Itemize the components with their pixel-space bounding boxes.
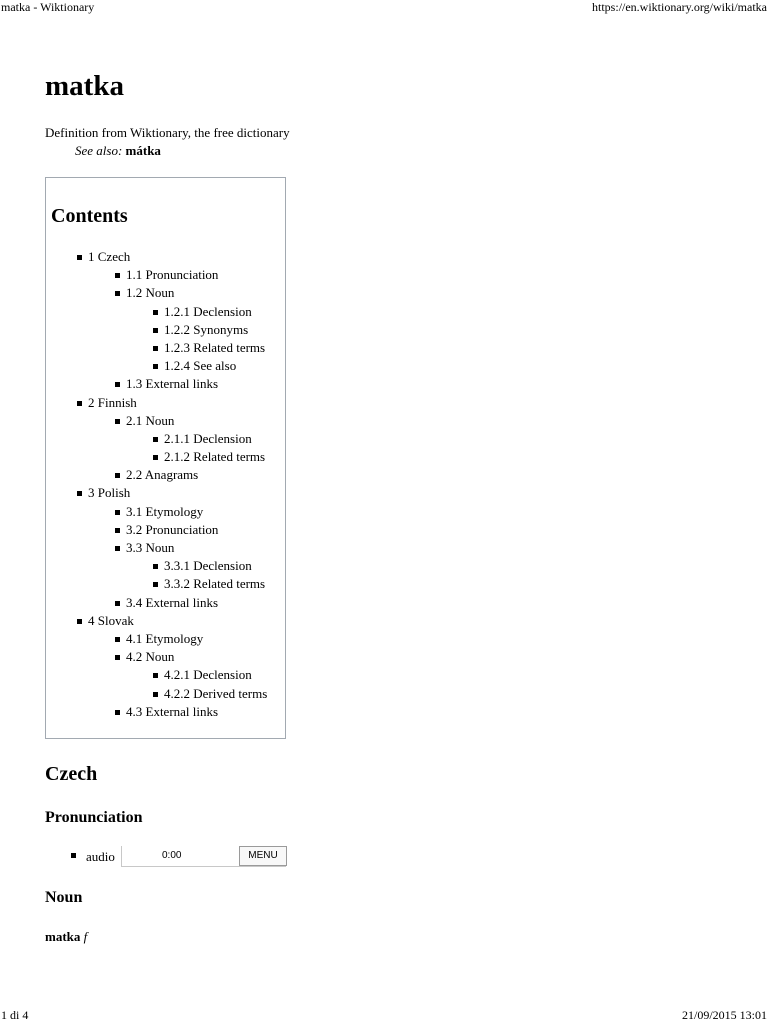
audio-label: audio [86,849,115,864]
toc-link[interactable]: 4.2.2 Derived terms [164,685,268,701]
toc-link[interactable]: 4 Slovak [88,612,134,628]
audio-player[interactable] [121,846,286,867]
toc-link[interactable]: 4.2 Noun [126,649,175,665]
see-also-label: See also: [75,143,123,158]
toc-link[interactable]: 1.3 External links [126,376,219,392]
list-bullet [77,401,82,406]
list-bullet [77,491,82,496]
headword: matka [45,929,81,944]
toc-link[interactable]: 3.2 Pronunciation [126,521,219,537]
print-datetime: 21/09/2015 13:01 [681,1008,767,1022]
list-bullet [115,273,120,278]
page-title: matka [45,70,124,102]
print-header-title: matka - Wiktionary [1,0,95,14]
audio-list-item [45,845,295,869]
print-header-url: https://en.wiktionary.org/wiki/matka [592,0,767,14]
toc-link[interactable]: 1.2.3 Related terms [164,339,266,355]
toc-link[interactable]: 1.2.2 Synonyms [164,321,249,337]
list-bullet [153,437,158,442]
toc-link[interactable]: 3.3.1 Declension [164,558,252,574]
toc-link[interactable]: 3 Polish [88,485,131,501]
list-bullet [153,692,158,697]
see-also-note [75,143,161,159]
list-bullet [153,346,158,351]
toc-link[interactable]: 4.2.1 Declension [164,667,252,683]
toc-link[interactable]: 3.1 Etymology [126,503,204,519]
section-heading-czech: Czech [45,763,98,785]
list-bullet [115,655,120,660]
headword-line [45,929,87,945]
gender-marker: f [83,929,88,944]
toc-link[interactable]: 1.2 Noun [126,285,175,301]
toc-link[interactable]: 4.1 Etymology [126,630,204,646]
list-bullet [115,601,120,606]
audio-menu-button[interactable]: MENU [239,846,287,866]
toc-link[interactable]: 1 Czech [88,249,131,264]
toc-link[interactable]: 2.2 Anagrams [126,467,199,483]
list-bullet [153,455,158,460]
list-bullet [153,364,158,369]
see-also-link[interactable]: mátka [125,143,161,158]
list-bullet [115,382,120,387]
toc-link[interactable]: 2.1.2 Related terms [164,449,266,465]
toc-link[interactable]: 3.3 Noun [126,540,175,555]
toc-link[interactable]: 3.3.2 Related terms [164,576,266,592]
table-of-contents [45,177,286,739]
list-bullet [115,291,120,296]
section-heading-pronunciation: Pronunciation [45,809,143,826]
list-bullet [153,310,158,315]
toc-link[interactable]: 4.3 External links [126,703,219,719]
list-bullet [153,328,158,333]
list-bullet [115,528,120,533]
list-bullet [115,710,120,715]
toc-title: Contents [51,205,128,227]
toc-link[interactable]: 2 Finnish [88,394,137,410]
toc-link[interactable]: 1.2.1 Declension [164,303,252,319]
list-bullet [115,510,120,515]
list-bullet [115,473,120,478]
audio-time: 0:00 [162,850,182,861]
site-subtitle: Definition from Wiktionary, the free dictionary [45,125,290,140]
toc-link[interactable]: 1.1 Pronunciation [126,267,219,283]
list-bullet [77,619,82,624]
list-bullet [71,853,76,858]
list-bullet [153,582,158,587]
toc-link[interactable]: 2.1 Noun [126,412,175,428]
list-bullet [77,255,82,260]
print-page-counter: 1 di 4 [1,1008,29,1022]
list-bullet [153,564,158,569]
list-bullet [115,637,120,642]
toc-link[interactable]: 1.2.4 See also [164,358,237,374]
list-bullet [153,673,158,678]
toc-link[interactable]: 3.4 External links [126,594,219,610]
section-heading-noun: Noun [45,889,83,906]
list-bullet [115,419,120,424]
toc-link[interactable]: 2.1.1 Declension [164,430,252,446]
list-bullet [115,546,120,551]
